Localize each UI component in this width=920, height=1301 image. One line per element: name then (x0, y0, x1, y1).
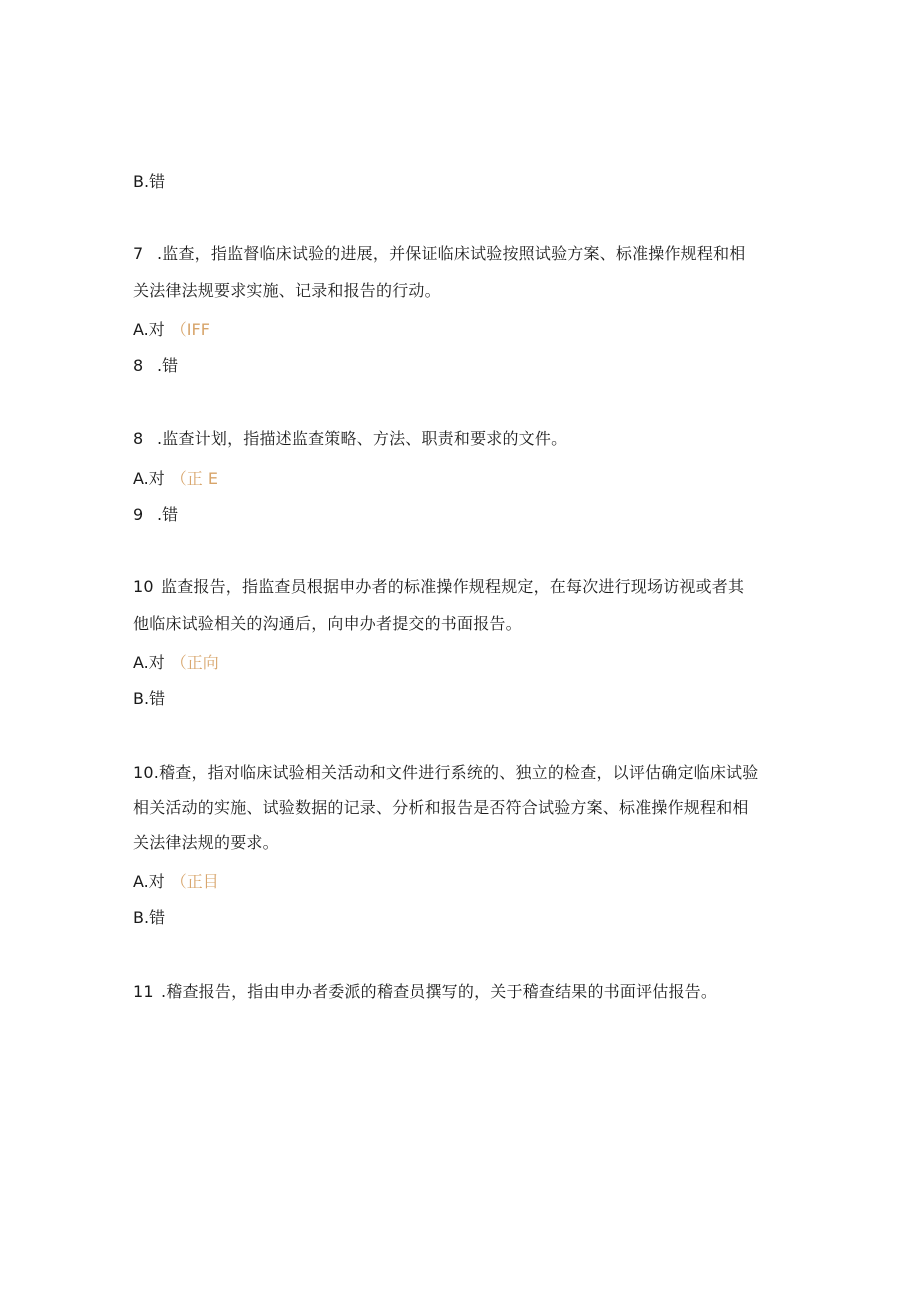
option-b-wrong (133, 164, 793, 199)
question-text: 关法律法规要求实施、记录和报告的行动。 (133, 281, 441, 300)
option-a-correct (133, 461, 793, 496)
question-text: 关法律法规的要求。 (133, 833, 279, 852)
option-a-correct (133, 645, 793, 680)
option-wrong (133, 497, 793, 532)
question-10b-line-1 (133, 755, 793, 790)
question-number: 10. (133, 763, 160, 782)
option-a-correct (133, 864, 793, 899)
question-10b-line-3 (133, 825, 793, 860)
option-text: A.对 (133, 653, 165, 672)
question-number: 11 (133, 982, 154, 1001)
question-text: 他临床试验相关的沟通后，向申办者提交的书面报告。 (133, 614, 522, 633)
question-number: 10 (133, 577, 154, 596)
option-text: A.对 (133, 872, 165, 891)
option-text: A.对 (133, 320, 165, 339)
question-7-line-2 (133, 273, 793, 308)
question-text: .监查，指监督临床试验的进展，并保证临床试验按照试验方案、标准操作规程和相 (157, 244, 746, 263)
option-b-wrong (133, 681, 793, 716)
question-11-line-1 (133, 974, 793, 1009)
question-number: 7 (133, 244, 144, 263)
option-text: B.错 (133, 689, 166, 708)
option-wrong (133, 348, 793, 383)
question-text: 稽查，指对临床试验相关活动和文件进行系统的、独立的检查，以评估确定临床试验 (159, 763, 759, 782)
option-text: B.错 (133, 172, 166, 191)
question-text: .监查计划，指描述监查策略、方法、职责和要求的文件。 (157, 429, 568, 448)
option-text: .错 (157, 505, 179, 524)
question-text: 监查报告，指监查员根据申办者的标准操作规程规定，在每次进行现场访视或者其 (161, 577, 745, 596)
question-8-line-1 (133, 421, 793, 456)
answer-mark: （正 E (170, 469, 218, 488)
answer-mark: （正向 (170, 653, 219, 672)
option-b-wrong (133, 900, 793, 935)
option-number: 8 (133, 356, 144, 375)
answer-mark: （IFF (170, 320, 210, 339)
question-10-line-1 (133, 569, 793, 604)
option-number: 9 (133, 505, 144, 524)
option-a-correct (133, 312, 793, 347)
question-text: .稽查报告，指由申办者委派的稽查员撰写的，关于稽查结果的书面评估报告。 (161, 982, 718, 1001)
question-number: 8 (133, 429, 144, 448)
option-text: A.对 (133, 469, 165, 488)
question-7-line-1 (133, 236, 793, 271)
option-text: B.错 (133, 908, 166, 927)
question-10b-line-2 (133, 790, 793, 825)
question-10-line-2 (133, 606, 793, 641)
option-text: .错 (157, 356, 179, 375)
answer-mark: （正目 (170, 872, 219, 891)
question-text: 相关活动的实施、试验数据的记录、分析和报告是否符合试验方案、标准操作规程和相 (133, 798, 749, 817)
